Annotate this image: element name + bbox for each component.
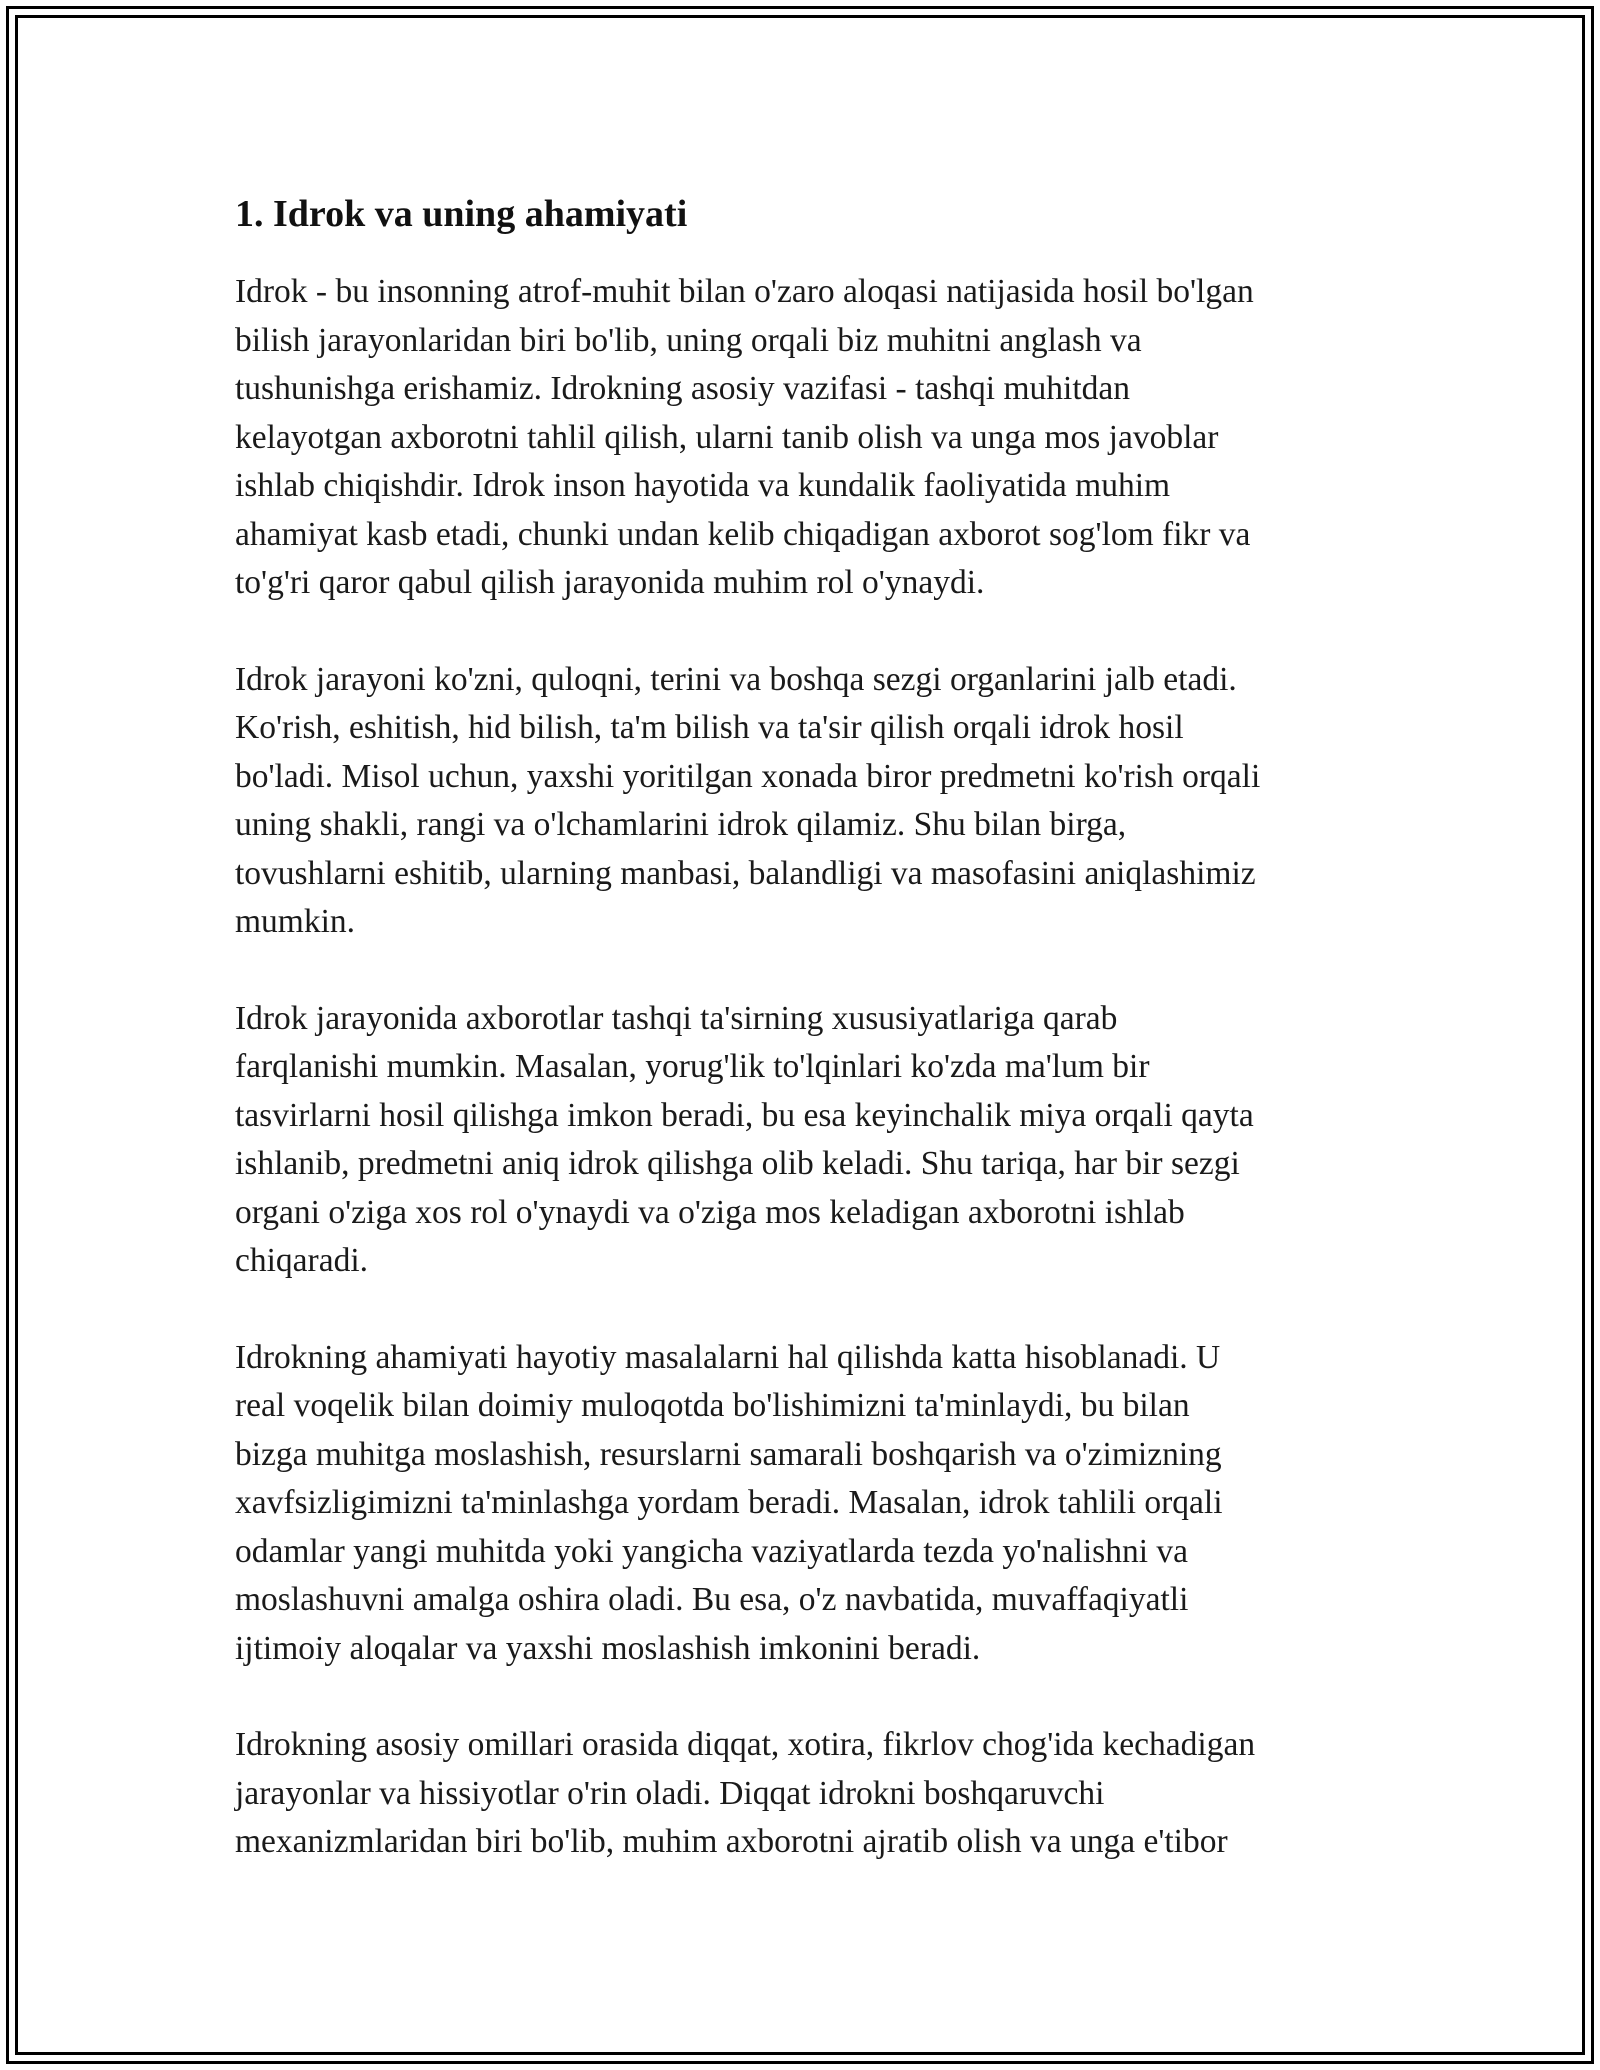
paragraph-1: Idrok - bu insonning atrof-muhit bilan o'zaro aloqasi natijasida hosil bo'lgan bilish jarayonlaridan biri bo'lib, uning orqali biz muhitni anglash va tushunishga erishamiz. Idrokning asosiy vazifasi - tashqi muhitdan kelayotgan axborotni tahlil qilish, ularni tanib olish va unga mos javoblar ishlab chiqishdir. Idrok inson hayotida va kundalik faoliyatida muhim ahamiyat kasb etadi, chunki undan kelib chiqadigan axborot sog'lom fikr va to'g'ri qaror qabul qilish jarayonida muhim rol o'ynaydi.	[235, 273, 1254, 601]
section-heading: 1. Idrok va uning ahamiyati	[235, 193, 688, 235]
paragraph-5: Idrokning asosiy omillari orasida diqqat, xotira, fikrlov chog'ida kechadigan jarayonlar va hissiyotlar o'rin oladi. Diqqat idrokni boshqaruvchi mexanizmlaridan biri bo'lib, muhim axborotni ajratib olish va unga e'tibor	[235, 1726, 1256, 1860]
document-body	[235, 186, 1375, 1915]
paragraph-3: Idrok jarayonida axborotlar tashqi ta'sirning xususiyatlariga qarab farqlanishi mumkin. Masalan, yorug'lik to'lqinlari ko'zda ma'lum bir tasvirlarni hosil qilishga imkon beradi, bu esa keyinchalik miya orqali qayta ishlanib, predmetni aniq idrok qilishga olib keladi. Shu tariqa, har bir sezgi organi o'ziga xos rol o'ynaydi va o'ziga mos keladigan axborotni ishlab chiqaradi.	[235, 999, 1254, 1279]
paragraph-4: Idrokning ahamiyati hayotiy masalalarni hal qilishda katta hisoblanadi. U real voqelik bilan doimiy muloqotda bo'lishimizni ta'minlaydi, bu bilan bizga muhitga moslashish, resurslarni samarali boshqarish va o'zimizning xavfsizligimizni ta'minlashga yordam beradi. Masalan, idrok tahlili orqali odamlar yangi muhitda yoki yangicha vaziyatlarda tezda yo'nalishni va moslashuvni amalga oshira oladi. Bu esa, o'z navbatida, muvaffaqiyatli ijtimoiy aloqalar va yaxshi moslashish imkonini beradi.	[235, 1338, 1223, 1667]
paragraph-2: Idrok jarayoni ko'zni, quloqni, terini va boshqa sezgi organlarini jalb etadi. Ko'rish, eshitish, hid bilish, ta'm bilish va ta'sir qilish orqali idrok hosil bo'ladi. Misol uchun, yaxshi yoritilgan xonada biror predmetni ko'rish orqali uning shakli, rangi va o'lchamlarini idrok qilamiz. Shu bilan birga, tovushlarni eshitib, ularning manbasi, balandligi va masofasini aniqlashimiz mumkin.	[235, 660, 1261, 940]
